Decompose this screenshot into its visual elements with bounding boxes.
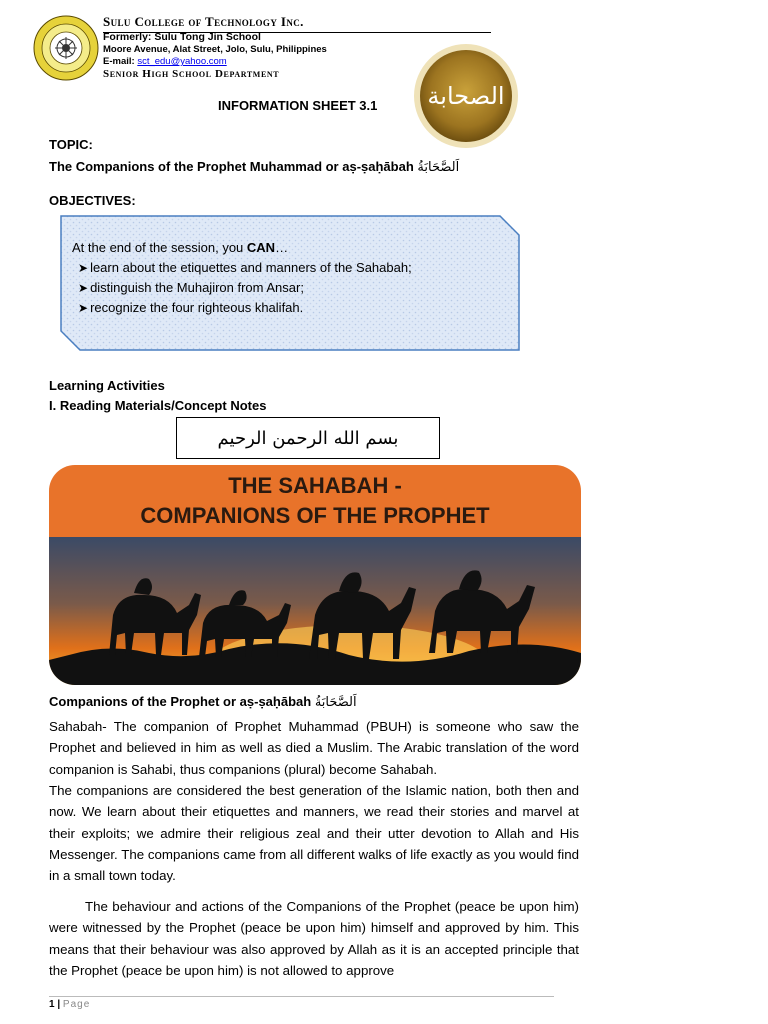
topic-title: The Companions of the Prophet Muhammad or aṣ-ṣaḥābah bbox=[49, 159, 414, 174]
section-heading-arabic: اَلصَّحَابَةُ bbox=[314, 695, 357, 710]
learning-activities-title: Learning Activities bbox=[49, 378, 165, 393]
emblem-arabic-text: الصحابة bbox=[427, 82, 505, 110]
arrow-bullet-icon: ➤ bbox=[78, 281, 89, 295]
page-separator: | bbox=[54, 999, 63, 1010]
information-sheet-title: INFORMATION SHEET 3.1 bbox=[218, 98, 378, 113]
sahabah-banner-image bbox=[49, 465, 581, 685]
sahabah-emblem bbox=[412, 42, 520, 150]
objectives-label: OBJECTIVES: bbox=[49, 193, 136, 208]
section-heading bbox=[49, 694, 357, 710]
section-heading-text: Companions of the Prophet or aṣ-ṣaḥābah bbox=[49, 694, 312, 709]
reading-materials-subtitle: I. Reading Materials/Concept Notes bbox=[49, 398, 267, 413]
objectives-intro: At the end of the session, you CAN… bbox=[72, 240, 289, 255]
school-email-line bbox=[103, 56, 227, 67]
banner-title-line1: THE SAHABAH - bbox=[228, 473, 402, 498]
banner-title-line2: COMPANIONS OF THE PROPHET bbox=[140, 503, 490, 528]
paragraph-behaviour: The behaviour and actions of the Companions of the Prophet (peace be upon him) were witnessed by the Prophet (peace be upon him) himself and approved by him. This means that their behaviour was also approved by Allah as it is an accepted principle that the Prophet (peace be upon him) is not allowed to approve bbox=[49, 899, 579, 978]
school-name: Sulu College of Technology Inc. bbox=[103, 14, 304, 29]
arrow-bullet-icon: ➤ bbox=[78, 261, 89, 275]
objective-item: ➤ learn about the etiquettes and manners of the Sahabah; bbox=[78, 258, 412, 278]
topic-text bbox=[49, 159, 459, 175]
paragraph-generation: The companions are considered the best generation of the Islamic nation, both then and now. We learn about their etiquettes and manners, we read their stories and marvel at their exploits; we admire their religious zeal and their utter devotion to Allah and His Messenger. The companions came from all different walks of life exactly as you would find in a small town today. bbox=[49, 783, 579, 884]
objective-item: ➤ distinguish the Muhajiron from Ansar; bbox=[78, 278, 412, 298]
footer-divider bbox=[49, 996, 554, 997]
page-footer bbox=[49, 999, 90, 1010]
email-label: E-mail: bbox=[103, 56, 138, 67]
college-seal-logo bbox=[33, 15, 99, 81]
department-name: Senior High School Department bbox=[103, 68, 280, 80]
arrow-bullet-icon: ➤ bbox=[78, 301, 89, 315]
paragraph-definition: Sahabah- The companion of Prophet Muhammad (PBUH) is someone who saw the Prophet and believed in him as well as died a Muslim. The Arabic translation of the word companion is Sahabi, thus companions (plural) become Sahabah. bbox=[49, 719, 579, 777]
email-link[interactable]: sct_edu@yahoo.com bbox=[137, 56, 227, 67]
school-former-name: Formerly: Sulu Tong Jin School bbox=[103, 31, 261, 43]
page-label: Page bbox=[62, 999, 91, 1010]
learning-activities bbox=[49, 376, 266, 416]
topic-label: TOPIC: bbox=[49, 137, 93, 152]
objective-item: ➤ recognize the four righteous khalifah. bbox=[78, 298, 412, 318]
page-number: 1 bbox=[49, 999, 55, 1010]
objectives-content bbox=[72, 238, 412, 318]
topic-arabic: اَلصَّحَابَةُ bbox=[417, 160, 460, 175]
basmala-box: بسم الله الرحمن الرحيم bbox=[176, 417, 440, 459]
school-address: Moore Avenue, Alat Street, Jolo, Sulu, Philippines bbox=[103, 44, 327, 55]
